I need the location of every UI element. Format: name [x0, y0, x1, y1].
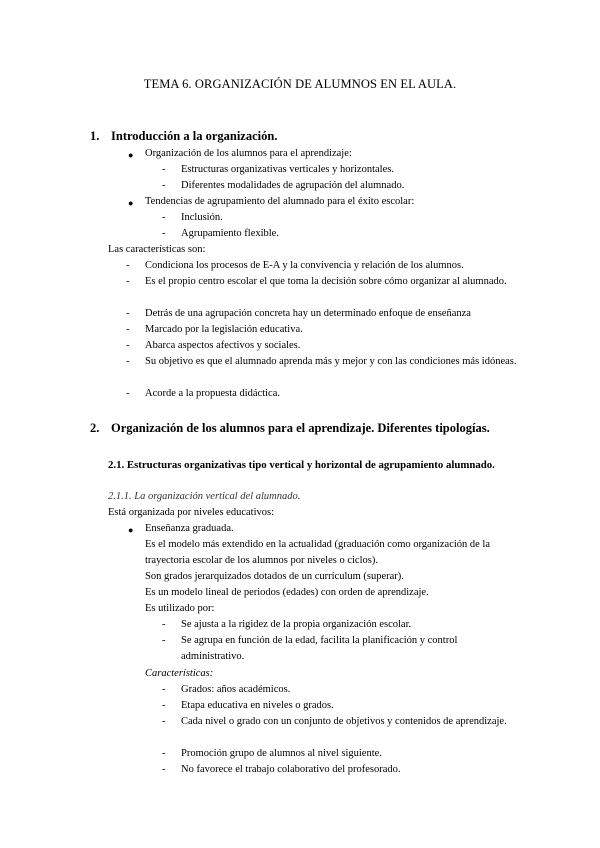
dash-icon: - [126, 340, 130, 351]
list-item: Agrupamiento flexible. [181, 228, 279, 239]
list-item: Cada nivel o grado con un conjunto de objetivos y contenidos de aprendizaje. [181, 716, 507, 727]
dash-icon: - [162, 212, 166, 223]
section-1-title: Introducción a la organización. [111, 129, 278, 143]
dash-icon: - [162, 180, 166, 191]
dash-icon: - [162, 764, 166, 775]
dash-icon: - [162, 700, 166, 711]
list-item: Condiciona los procesos de E-A y la convivencia y relación de los alumnos. [145, 260, 464, 271]
dash-icon: - [126, 356, 130, 367]
bullet-icon: ● [128, 525, 134, 535]
dash-icon: - [162, 748, 166, 759]
list-item: Promoción grupo de alumnos al nivel siguiente. [181, 748, 382, 759]
list-item: Estructuras organizativas verticales y horizontales. [181, 164, 394, 175]
dash-icon: - [126, 308, 130, 319]
list-item: No favorece el trabajo colaborativo del profesorado. [181, 764, 401, 775]
list-item: Abarca aspectos afectivos y sociales. [145, 340, 301, 351]
bullet-icon: ● [128, 198, 134, 208]
dash-icon: - [126, 276, 130, 287]
dash-icon: - [126, 324, 130, 335]
paragraph: Es utilizado por: [145, 603, 215, 614]
subsection-2-1-1-heading: 2.1.1. La organización vertical del alumnado. [108, 491, 301, 502]
characteristics-label: Las características son: [108, 244, 206, 255]
section-2-heading [90, 420, 510, 454]
dash-icon: - [162, 635, 166, 646]
paragraph: Está organizada por niveles educativos: [108, 507, 275, 518]
subsection-2-1-heading: 2.1. Estructuras organizativas tipo vertical y horizontal de agrupamiento alumnado. [108, 459, 495, 471]
dash-icon: - [162, 228, 166, 239]
section-2-title: Organización de los alumnos para el aprendizaje. Diferentes tipologías. [111, 421, 490, 435]
section-2-number: 2. [90, 421, 100, 435]
list-item: Enseñanza graduada. [145, 523, 234, 534]
dash-icon: - [126, 260, 130, 271]
list-item: Acorde a la propuesta didáctica. [145, 388, 280, 399]
document-title: TEMA 6. ORGANIZACIÓN DE ALUMNOS EN EL AULA. [143, 77, 457, 91]
dash-icon: - [162, 684, 166, 695]
list-item: Su objetivo es que el alumnado aprenda más y mejor y con las condiciones más idóneas. [145, 356, 517, 367]
list-item: Inclusión. [181, 212, 223, 223]
paragraph: Es el modelo más extendido en la actualidad (graduación como organización de la trayectoria escolar de los alumnos por niveles o ciclos). [145, 539, 491, 566]
section-1-number: 1. [90, 129, 100, 143]
list-item: Es el propio centro escolar el que toma la decisión sobre cómo organizar al alumnado. [145, 276, 507, 287]
dash-icon: - [162, 716, 166, 727]
section-1-heading [90, 128, 510, 145]
list-item: Detrás de una agrupación concreta hay un determinado enfoque de enseñanza [145, 308, 471, 319]
paragraph: Es un modelo lineal de periodos (edades) con orden de aprendizaje. [145, 587, 429, 598]
dash-icon: - [162, 164, 166, 175]
dash-icon: - [162, 619, 166, 630]
list-item: Se agrupa en función de la edad, facilita la planificación y control administrativo. [181, 635, 458, 662]
bullet-icon: ● [128, 150, 134, 160]
list-item: Marcado por la legislación educativa. [145, 324, 303, 335]
characteristics-label: Características: [145, 668, 214, 679]
list-item: Etapa educativa en niveles o grados. [181, 700, 334, 711]
list-item: Diferentes modalidades de agrupación del alumnado. [181, 180, 405, 191]
paragraph: Son grados jerarquizados dotados de un currículum (superar). [145, 571, 404, 582]
dash-icon: - [126, 388, 130, 399]
list-item: Tendencias de agrupamiento del alumnado para el éxito escolar: [145, 196, 415, 207]
list-item: Se ajusta a la rigidez de la propia organización escolar. [181, 619, 412, 630]
list-item: Grados: años académicos. [181, 684, 291, 695]
list-item: Organización de los alumnos para el aprendizaje: [145, 148, 352, 159]
